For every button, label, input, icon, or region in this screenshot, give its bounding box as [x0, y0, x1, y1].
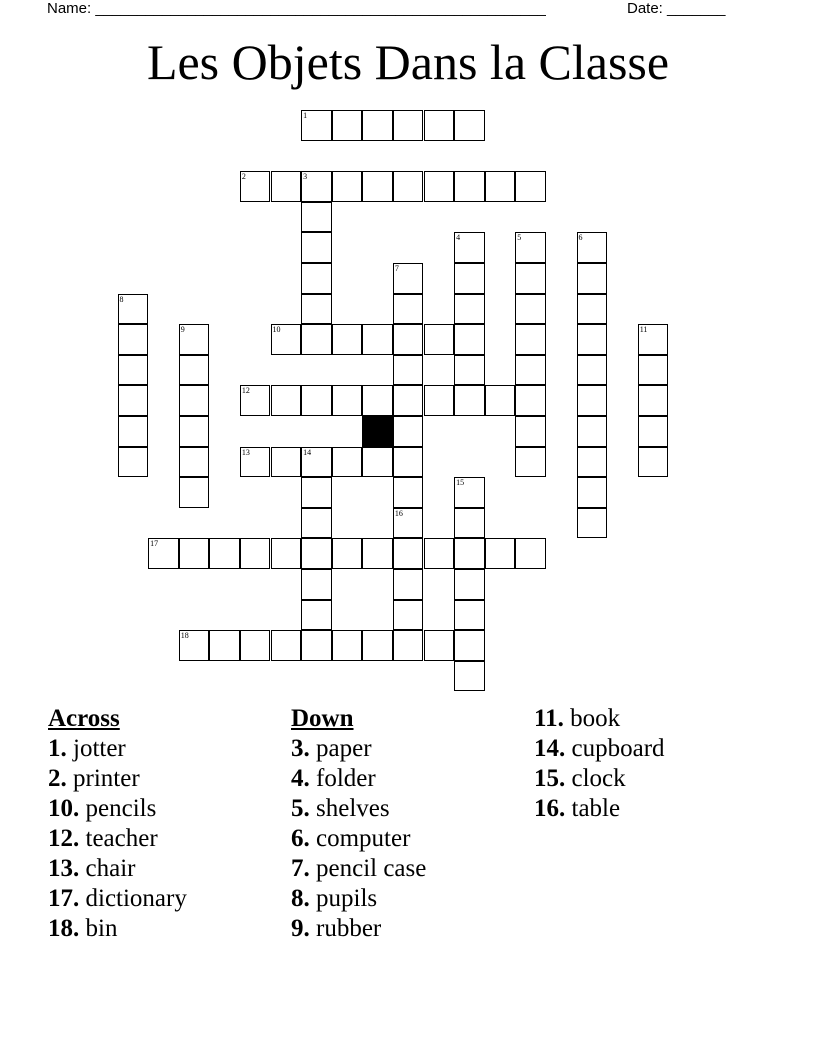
grid-cell[interactable]: [240, 538, 271, 569]
grid-cell[interactable]: [577, 355, 608, 386]
grid-cell[interactable]: [515, 171, 546, 202]
across-clues: [48, 704, 187, 944]
grid-cell[interactable]: [577, 416, 608, 447]
clue-number: 6: [578, 233, 583, 243]
clue-item-text: clock: [571, 765, 626, 792]
grid-cell[interactable]: [240, 447, 271, 478]
clue-item: [48, 854, 187, 884]
grid-cell[interactable]: [271, 447, 302, 478]
clue-number: 10: [272, 325, 281, 335]
grid-cell[interactable]: [179, 385, 210, 416]
grid-cell[interactable]: [118, 416, 149, 447]
grid-cell[interactable]: [271, 324, 302, 355]
grid-cell[interactable]: [393, 110, 424, 141]
clue-item-number: 13.: [48, 855, 80, 882]
grid-cell[interactable]: [577, 294, 608, 325]
grid-cell[interactable]: [301, 232, 332, 263]
grid-cell[interactable]: [515, 416, 546, 447]
grid-cell[interactable]: [424, 171, 455, 202]
clue-item-text: pupils: [316, 885, 378, 912]
grid-cell[interactable]: [577, 263, 608, 294]
grid-cell[interactable]: [301, 538, 332, 569]
clue-item: [48, 764, 187, 794]
clue-item: [48, 884, 187, 914]
clue-item-text: printer: [73, 765, 140, 792]
grid-cell[interactable]: [454, 171, 485, 202]
clue-item-number: 16.: [534, 795, 566, 822]
grid-cell[interactable]: [301, 477, 332, 508]
grid-cell[interactable]: [424, 385, 455, 416]
clue-number: 16: [394, 508, 403, 518]
grid-cell[interactable]: [332, 447, 363, 478]
grid-cell[interactable]: [454, 477, 485, 508]
grid-cell[interactable]: [454, 263, 485, 294]
grid-cell[interactable]: [362, 324, 393, 355]
clue-number: 7: [394, 264, 399, 273]
grid-cell[interactable]: [454, 630, 485, 661]
grid-cell[interactable]: [179, 477, 210, 508]
clue-item-text: folder: [316, 765, 376, 792]
grid-cell[interactable]: [148, 538, 179, 569]
grid-cell[interactable]: [577, 324, 608, 355]
grid-cell[interactable]: [179, 355, 210, 386]
clue-item-text: rubber: [316, 915, 382, 942]
grid-cell[interactable]: [515, 324, 546, 355]
grid-cell[interactable]: [577, 385, 608, 416]
grid-cell[interactable]: [332, 110, 363, 141]
grid-cell[interactable]: [424, 630, 455, 661]
clue-item-number: 6.: [291, 825, 310, 852]
grid-cell[interactable]: [454, 508, 485, 539]
grid-cell[interactable]: [454, 294, 485, 325]
grid-cell[interactable]: [393, 508, 424, 539]
grid-cell[interactable]: [332, 385, 363, 416]
clue-item-number: 5.: [291, 795, 310, 822]
grid-cell[interactable]: [577, 447, 608, 478]
clue-item-number: 1.: [48, 735, 67, 762]
grid-cell[interactable]: [362, 630, 393, 661]
clue-item: [534, 704, 665, 734]
grid-cell[interactable]: [515, 232, 546, 263]
grid-cell[interactable]: [362, 447, 393, 478]
grid-cell[interactable]: [362, 385, 393, 416]
grid-cell[interactable]: [179, 447, 210, 478]
clue-item-number: 9.: [291, 915, 310, 942]
grid-cell[interactable]: [179, 416, 210, 447]
clue-item-text: jotter: [73, 735, 126, 762]
clue-item-number: 4.: [291, 765, 310, 792]
grid-cell[interactable]: [393, 263, 424, 294]
clue-item-text: cupboard: [571, 735, 665, 762]
grid-cell[interactable]: [393, 630, 424, 661]
grid-cell[interactable]: [301, 171, 332, 202]
clue-item-text: dictionary: [85, 885, 187, 912]
clue-item-number: 15.: [534, 765, 566, 792]
clue-number: 3: [303, 172, 308, 182]
grid-cell[interactable]: [454, 661, 485, 692]
grid-cell[interactable]: [301, 263, 332, 294]
grid-cell[interactable]: [393, 447, 424, 478]
grid-cell[interactable]: [454, 232, 485, 263]
clue-item-text: paper: [316, 735, 372, 762]
grid-cell[interactable]: [393, 416, 424, 447]
clue-item-number: 10.: [48, 795, 80, 822]
grid-cell[interactable]: [515, 263, 546, 294]
clue-number: 9: [180, 325, 185, 335]
clue-item-text: pencils: [85, 795, 157, 822]
grid-cell[interactable]: [454, 538, 485, 569]
grid-cell[interactable]: [638, 324, 669, 355]
grid-cell[interactable]: [638, 355, 669, 386]
clue-item-text: pencil case: [316, 855, 427, 882]
grid-cell[interactable]: [393, 477, 424, 508]
clue-item: [291, 854, 426, 884]
grid-cell[interactable]: [393, 294, 424, 325]
grid-cell[interactable]: [301, 600, 332, 631]
clue-item-text: table: [571, 795, 621, 822]
clue-item: [534, 794, 665, 824]
across-clue-list: [48, 734, 187, 944]
clue-item-text: chair: [85, 855, 136, 882]
down-clues-continued: [534, 704, 665, 824]
grid-cell[interactable]: [179, 630, 210, 661]
grid-cell[interactable]: [271, 171, 302, 202]
grid-cell[interactable]: [454, 385, 485, 416]
grid-cell[interactable]: [179, 324, 210, 355]
clue-item: [291, 884, 426, 914]
grid-cell[interactable]: [577, 508, 608, 539]
grid-cell[interactable]: [454, 324, 485, 355]
clue-item: [48, 734, 187, 764]
clue-number: 1: [303, 111, 308, 120]
date-field-label: Date: _______: [627, 0, 726, 17]
grid-cell[interactable]: [638, 447, 669, 478]
clue-item-text: teacher: [85, 825, 158, 852]
clue-item: [534, 764, 665, 794]
grid-cell[interactable]: [393, 324, 424, 355]
across-heading: Across: [48, 705, 120, 732]
clue-number: 17: [150, 539, 159, 549]
grid-cell[interactable]: [424, 110, 455, 141]
grid-cell[interactable]: [301, 447, 332, 478]
clue-item-number: 11.: [534, 705, 564, 732]
grid-cell[interactable]: [118, 385, 149, 416]
black-square: [362, 416, 393, 447]
clue-item: [534, 734, 665, 764]
grid-cell[interactable]: [332, 324, 363, 355]
clue-item-number: 18.: [48, 915, 80, 942]
grid-cell[interactable]: [301, 385, 332, 416]
grid-cell[interactable]: [515, 355, 546, 386]
grid-cell[interactable]: [301, 202, 332, 233]
grid-cell[interactable]: [240, 630, 271, 661]
grid-cell[interactable]: [118, 324, 149, 355]
grid-cell[interactable]: [301, 294, 332, 325]
grid-cell[interactable]: [393, 600, 424, 631]
down-clue-list-continued: [534, 704, 665, 824]
grid-cell[interactable]: [393, 538, 424, 569]
grid-cell[interactable]: [118, 355, 149, 386]
grid-cell[interactable]: [393, 171, 424, 202]
clue-item-number: 3.: [291, 735, 310, 762]
grid-cell[interactable]: [271, 630, 302, 661]
grid-cell[interactable]: [118, 447, 149, 478]
clue-item-number: 12.: [48, 825, 80, 852]
clue-item-number: 14.: [534, 735, 566, 762]
clue-item-number: 2.: [48, 765, 67, 792]
clue-number: 11: [639, 325, 648, 335]
grid-cell[interactable]: [454, 569, 485, 600]
down-clues: [291, 704, 426, 944]
grid-cell[interactable]: [454, 355, 485, 386]
grid-cell[interactable]: [393, 385, 424, 416]
grid-cell[interactable]: [454, 110, 485, 141]
clue-number: 18: [180, 631, 189, 641]
clue-number: 12: [241, 386, 250, 396]
clue-item: [48, 794, 187, 824]
clue-item-number: 17.: [48, 885, 80, 912]
grid-cell[interactable]: [577, 232, 608, 263]
grid-cell[interactable]: [638, 385, 669, 416]
grid-cell[interactable]: [301, 324, 332, 355]
clue-item: [48, 824, 187, 854]
grid-cell[interactable]: [393, 355, 424, 386]
grid-cell[interactable]: [515, 538, 546, 569]
clue-item: [291, 794, 426, 824]
clue-number: 8: [119, 294, 124, 304]
grid-cell[interactable]: [424, 324, 455, 355]
grid-cell[interactable]: [485, 538, 516, 569]
clue-number: 4: [456, 233, 461, 243]
clue-number: 15: [456, 478, 465, 488]
grid-cell[interactable]: [362, 538, 393, 569]
clue-number: 2: [241, 172, 246, 182]
grid-cell[interactable]: [301, 508, 332, 539]
grid-cell[interactable]: [271, 538, 302, 569]
grid-cell[interactable]: [362, 171, 393, 202]
grid-cell[interactable]: [393, 569, 424, 600]
clue-item: [291, 914, 426, 944]
grid-cell[interactable]: [515, 385, 546, 416]
clue-number: 5: [517, 233, 522, 243]
clue-item-text: book: [570, 705, 621, 732]
grid-cell[interactable]: [240, 171, 271, 202]
grid-cell[interactable]: [271, 385, 302, 416]
clue-item-text: bin: [85, 915, 118, 942]
page-title: Les Objets Dans la Classe: [146, 34, 670, 90]
grid-cell[interactable]: [301, 110, 332, 141]
grid-cell[interactable]: [485, 171, 516, 202]
clue-item-number: 7.: [291, 855, 310, 882]
clue-number: 14: [303, 447, 312, 457]
grid-cell[interactable]: [515, 294, 546, 325]
grid-cell[interactable]: [638, 416, 669, 447]
grid-cell[interactable]: [118, 294, 149, 325]
grid-cell[interactable]: [577, 477, 608, 508]
grid-cell[interactable]: [209, 538, 240, 569]
name-field-label: Name: ______________________________________________________: [47, 0, 546, 17]
grid-cell[interactable]: [454, 600, 485, 631]
grid-cell[interactable]: [485, 385, 516, 416]
grid-cell[interactable]: [209, 630, 240, 661]
grid-cell[interactable]: [332, 538, 363, 569]
clue-item: [291, 734, 426, 764]
grid-cell[interactable]: [332, 630, 363, 661]
clue-item: [291, 764, 426, 794]
clue-number: 13: [241, 447, 250, 457]
down-heading: Down: [291, 705, 354, 732]
clue-item: [48, 914, 187, 944]
clue-item-number: 8.: [291, 885, 310, 912]
grid-cell[interactable]: [301, 630, 332, 661]
clue-item-text: shelves: [316, 795, 390, 822]
clue-item: [291, 824, 426, 854]
grid-cell[interactable]: [332, 171, 363, 202]
grid-cell[interactable]: [362, 110, 393, 141]
grid-cell[interactable]: [240, 385, 271, 416]
grid-cell[interactable]: [424, 538, 455, 569]
grid-cell[interactable]: [179, 538, 210, 569]
down-clue-list: [291, 734, 426, 944]
clue-item-text: computer: [316, 825, 411, 852]
grid-cell[interactable]: [301, 569, 332, 600]
grid-cell[interactable]: [515, 447, 546, 478]
